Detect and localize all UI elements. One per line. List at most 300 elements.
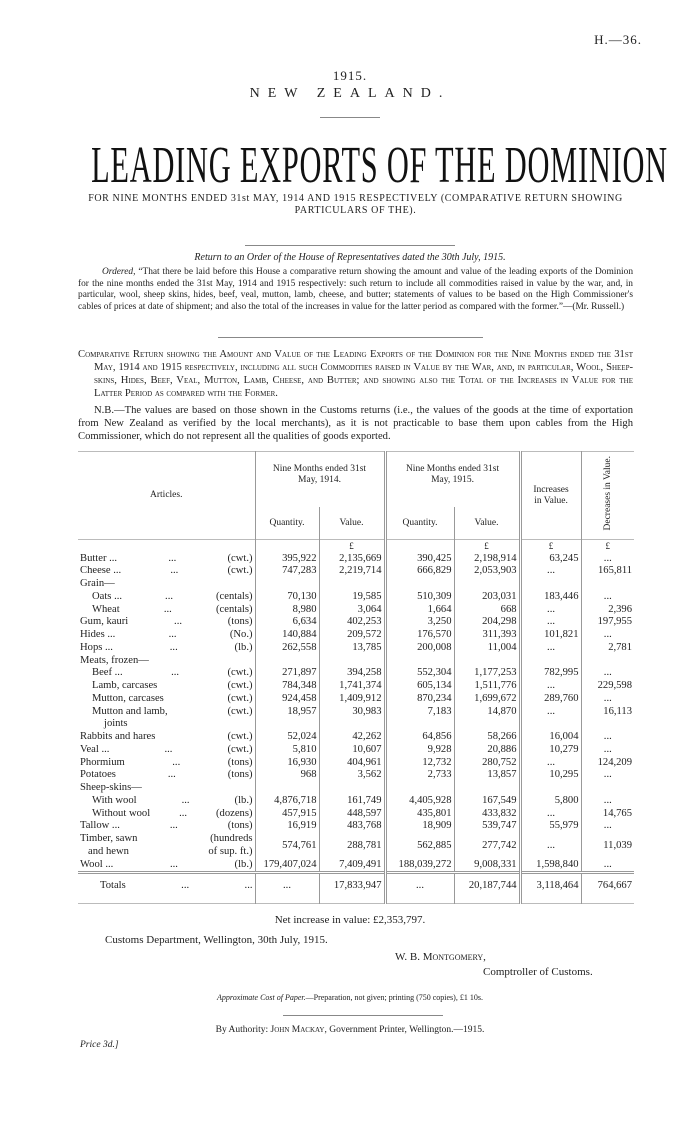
table-row [78,591,634,604]
article-name: Veal ... [80,743,110,755]
article-line [80,591,253,604]
value-1915: 1,511,776 [454,680,520,693]
article-cell [78,859,255,873]
article-unit: (tons) [227,616,253,628]
leader-dots: ... [181,794,190,806]
article-cell [78,655,255,668]
article-line [80,565,253,578]
article-unit: (cwt.) [227,705,253,717]
table-row [78,604,634,617]
currency-label: £ [581,539,634,552]
increase-value: ... [520,757,581,770]
table-row [78,565,634,578]
leader-dots: ... [174,616,182,628]
article-line [80,795,253,808]
value-1914: 2,135,669 [319,553,385,566]
empty-cell [454,655,520,668]
increase-value: 1,598,840 [520,859,581,873]
article-name: Rabbits and hares [80,731,156,743]
article-name-cont: joints [104,718,128,730]
article-line [80,706,253,719]
decrease-value: ... [581,693,634,706]
page-subtitle: FOR NINE MONTHS ENDED 31st MAY, 1914 AND 1915 RESPECTIVELY (COMPARATIVE RETURN SHOWING PARTICULARS OF THE). [88,193,623,216]
leader-dots: ... [172,756,181,768]
value-1914: 10,607 [319,744,385,757]
quantity-1914: 16,919 [255,820,319,833]
value-1914: 161,749 [319,795,385,808]
article-cell [78,731,255,744]
table-row [78,553,634,566]
decrease-value: 16,113 [581,706,634,732]
leader-dots: ... [168,629,177,641]
value-1915: 167,549 [454,795,520,808]
increase-value: 5,800 [520,795,581,808]
increase-value: 183,446 [520,591,581,604]
header-quantity-1914: Quantity. [255,507,319,539]
article-line [80,680,253,693]
currency-label: £ [520,539,581,552]
totals-decrease-value: 764,667 [581,873,634,904]
article-line [80,616,253,629]
leader-dots: ... [171,667,180,679]
article-line [80,629,253,642]
article-line [80,667,253,680]
value-1915: 11,004 [454,642,520,655]
order-title: Return to an Order of the House of Representatives dated the 30th July, 1915. [194,252,506,263]
leader-dots [164,693,228,706]
empty-cell [454,782,520,795]
value-1915: 2,198,914 [454,553,520,566]
article-line [80,693,253,706]
totals-increase-value: 3,118,464 [520,873,581,904]
article-line-2 [80,846,253,859]
decrease-value: ... [581,769,634,782]
value-1915: 204,298 [454,616,520,629]
value-1914: 394,258 [319,667,385,680]
table-row [78,769,634,782]
article-line [80,820,253,833]
article-unit: (centals) [216,603,253,615]
table-row [78,693,634,706]
header-period-1914: Nine Months ended 31st May, 1914. [255,452,385,507]
customs-department-date: Customs Department, Wellington, 30th July, 1915. [105,934,328,947]
decrease-value: ... [581,859,634,873]
article-name: Lamb, carcases [92,680,158,692]
article-line [80,744,253,757]
return-description: Comparative Return showing the Amount and Value of the Leading Exports of the Dominion for the Nine Months ended the 31st May, 1914 and 1915 respectively, including all such Commodities raised in Value by the War, and, in particular, Wool, Sheep-skins, Hides, Beef, Veal, Mutton, Lamb, Cheese, and Butter; and showing also the Total of the Increases in Value for the Latter Period as compared with the Former. [78,349,633,399]
article-line [80,833,253,846]
increase-value: ... [520,706,581,732]
quantity-1914: 18,957 [255,706,319,732]
increase-value: ... [520,680,581,693]
header-increases: Increases in Value. [520,452,581,539]
increase-value: ... [520,642,581,655]
divider [320,117,380,118]
value-1914: 42,262 [319,731,385,744]
article-name: Timber, sawn [80,833,138,845]
table-row [78,859,634,873]
header-decreases: Decreases in Value. [602,456,613,531]
table-row [78,680,634,693]
increase-value: 16,004 [520,731,581,744]
totals-row [78,873,634,904]
increase-value: 10,295 [520,769,581,782]
quantity-1915: 2,733 [385,769,454,782]
decrease-value: 124,209 [581,757,634,770]
value-1915: 203,031 [454,591,520,604]
article-name: Phormium [80,756,125,768]
value-1915: 668 [454,604,520,617]
article-unit: (lb.) [234,641,253,653]
cost-of-paper [0,993,700,1003]
article-unit: (cwt.) [227,565,253,577]
value-1915: 1,699,672 [454,693,520,706]
article-name: Mutton and lamb, [92,705,168,717]
value-1914: 3,064 [319,604,385,617]
increase-value: ... [520,604,581,617]
article-cell [78,706,255,732]
article-unit: (cwt.) [227,731,253,743]
article-name: Hops ... [80,641,113,653]
group-label: Sheep-skins— [80,782,142,794]
article-unit: (tons) [227,820,253,832]
totals-value-1914: 17,833,947 [319,873,385,904]
table-row [78,744,634,757]
leader-dots: ... [169,641,178,653]
article-unit: (lb.) [234,794,253,806]
article-cell [78,757,255,770]
quantity-1915: 605,134 [385,680,454,693]
empty-cell [385,578,454,591]
value-1914: 1,741,374 [319,680,385,693]
empty-cell [255,655,319,668]
nota-bene: N.B.—The values are based on those shown in the Customs returns (i.e., the values of the goods at the time of exportation from New Zealand as verified by the local merchants), as it is not practicable to base them upon cables from the High Commissioner, which do not represent all the qualities of goods exported. [78,405,633,442]
article-cell [78,604,255,617]
quantity-1914: 784,348 [255,680,319,693]
page-title: LEADING EXPORTS OF THE DOMINION [91,135,668,194]
decrease-value: ... [581,553,634,566]
empty-cell [520,655,581,668]
exports-table [78,451,634,904]
empty-cell [385,782,454,795]
table-row [78,706,634,732]
signer-title: Comptroller of Customs. [483,966,593,979]
table-row [78,833,634,859]
empty-cell [319,782,385,795]
value-1915: 433,832 [454,808,520,821]
quantity-1915: 64,856 [385,731,454,744]
totals-label-cell [78,873,255,904]
header-quantity-1915: Quantity. [385,507,454,539]
article-unit: (cwt.) [227,743,253,755]
quantity-1914: 924,458 [255,693,319,706]
leader-dots: ... [181,880,190,892]
value-1914: 30,983 [319,706,385,732]
divider [245,245,455,246]
leader-dots: ... [167,769,176,781]
quantity-1915: 18,909 [385,820,454,833]
totals-value-1915: 20,187,744 [454,873,520,904]
empty-cell [581,578,634,591]
empty-cell [255,782,319,795]
decrease-value: 229,598 [581,680,634,693]
increase-value: ... [520,808,581,821]
article-name: Wool ... [80,858,114,870]
signer-name: W. B. Montgomery, [395,951,486,964]
value-1914: 483,768 [319,820,385,833]
header-articles: Articles. [150,490,183,501]
quantity-1914: 271,897 [255,667,319,680]
leader-dots: ... [169,820,178,832]
leader-dots: ... [179,807,188,819]
article-unit: (hundreds [210,833,253,845]
table-row [78,731,634,744]
decrease-value: 197,955 [581,616,634,629]
leader-dots: ... [165,590,173,602]
quantity-1915: 188,039,272 [385,859,454,873]
table-row [78,667,634,680]
table-row [78,629,634,642]
article-line [80,769,253,782]
article-unit: (tons) [227,756,253,768]
value-1915: 1,177,253 [454,667,520,680]
article-name: Beef ... [92,667,123,679]
quantity-1915: 7,183 [385,706,454,732]
quantity-1914: 70,130 [255,591,319,604]
decrease-value: 14,765 [581,808,634,821]
quantity-1914: 179,407,024 [255,859,319,873]
decrease-value: 11,039 [581,833,634,859]
quantity-1914: 4,876,718 [255,795,319,808]
quantity-1914: 574,761 [255,833,319,859]
document-year: 1915. [332,68,368,83]
empty-cell [520,782,581,795]
table-group-heading [78,782,634,795]
decrease-value: ... [581,667,634,680]
article-name: Tallow ... [80,820,120,832]
article-cell [78,782,255,795]
quantity-1914: 968 [255,769,319,782]
table-row [78,616,634,629]
value-1914: 402,253 [319,616,385,629]
decrease-value: ... [581,820,634,833]
value-1915: 277,742 [454,833,520,859]
value-1915: 20,886 [454,744,520,757]
table-row [78,757,634,770]
value-1915: 13,857 [454,769,520,782]
article-line [80,731,253,744]
quantity-1914: 457,915 [255,808,319,821]
table-row [78,820,634,833]
article-name: Without wool [92,807,151,819]
article-cell [78,795,255,808]
article-unit: (tons) [227,769,253,781]
value-1914: 19,585 [319,591,385,604]
quantity-1914: 5,810 [255,744,319,757]
leader-dots: ... [168,552,177,564]
currency-label: £ [454,539,520,552]
decrease-value: ... [581,795,634,808]
article-cell [78,744,255,757]
article-cell [78,820,255,833]
article-unit-cont: of sup. ft.) [208,845,253,857]
decrease-value: 165,811 [581,565,634,578]
empty-cell [581,782,634,795]
article-line [80,757,253,770]
article-name: With wool [92,794,137,806]
cost-text: —Preparation, not given; printing (750 copies), £1 10s. [305,993,483,1003]
value-1915: 14,870 [454,706,520,732]
article-cell [78,591,255,604]
article-unit: (cwt.) [227,667,253,679]
empty-cell [319,578,385,591]
article-name: Wheat [92,603,120,615]
quantity-1915: 870,234 [385,693,454,706]
increase-value: 289,760 [520,693,581,706]
group-label: Grain— [80,578,115,590]
quantity-1914: 16,930 [255,757,319,770]
table-group-heading [78,655,634,668]
article-unit: (cwt.) [227,680,253,692]
decrease-value: ... [581,629,634,642]
divider [283,1015,443,1016]
authority-rest: Government Printer, Wellington.—1915. [329,1025,485,1036]
decrease-value: ... [581,591,634,604]
leader-dots: ... [163,603,172,615]
quantity-1915: 9,928 [385,744,454,757]
article-cell [78,667,255,680]
country-heading: NEW ZEALAND. [249,86,451,101]
article-name: Potatoes [80,769,116,781]
article-line [80,553,253,566]
article-cell [78,578,255,591]
empty-cell [319,655,385,668]
divider [218,337,483,338]
currency-label: £ [319,539,385,552]
quantity-1915: 666,829 [385,565,454,578]
increase-value: 55,979 [520,820,581,833]
quantity-1915: 12,732 [385,757,454,770]
decrease-value: 2,781 [581,642,634,655]
increase-value: 782,995 [520,667,581,680]
article-name: Gum, kauri [80,616,129,628]
decrease-value: ... [581,731,634,744]
value-1914: 7,409,491 [319,859,385,873]
quantity-1914: 262,558 [255,642,319,655]
article-unit: (centals) [216,590,253,602]
order-paragraph [78,267,633,313]
article-cell [78,565,255,578]
value-1915: 311,393 [454,629,520,642]
totals-line [100,880,253,893]
article-cell [78,642,255,655]
value-1914: 1,409,912 [319,693,385,706]
article-cell [78,693,255,706]
printer-name: John Mackay, [270,1025,327,1036]
leader-dots [168,706,228,719]
totals-quantity-1915: ... [385,873,454,904]
leader-dots: ... [244,880,253,892]
quantity-1914: 395,922 [255,553,319,566]
ordered-label: Ordered, [102,267,136,277]
authority-prefix: By Authority: [215,1025,269,1036]
empty-cell [454,578,520,591]
value-1915: 9,008,331 [454,859,520,873]
article-line-2 [80,718,253,731]
ordered-text: “That there be laid before this House a comparative return showing the amount and value of the leading exports of the Dominion for the nine months ended the 31st May, 1914 and 1915 respectively: such return to include all commodities raised in value by the war, and, in particular, wool, sheep skins, hides, beef, veal, mutton, lamb, cheese, and butter; statements of values to be based on the High Commissioner's cables of prices at date of shipment; and also the total of the increases in value for the latter period as compared with the former.”—(Mr. Russell.) [78,267,634,312]
document-reference: H.—36. [594,32,642,47]
article-name: Mutton, carcases [92,692,164,704]
empty-cell [255,578,319,591]
quantity-1915: 390,425 [385,553,454,566]
table-row [78,808,634,821]
leader-dots [155,731,227,744]
quantity-1915: 200,008 [385,642,454,655]
quantity-1915: 176,570 [385,629,454,642]
value-1915: 539,747 [454,820,520,833]
article-line [80,859,253,872]
increase-value: 101,821 [520,629,581,642]
value-1915: 58,266 [454,731,520,744]
article-cell [78,680,255,693]
increase-value: ... [520,833,581,859]
price: Price 3d.] [80,1040,119,1051]
empty-cell [385,655,454,668]
article-line [80,604,253,617]
article-line [80,808,253,821]
quantity-1915: 4,405,928 [385,795,454,808]
article-unit: (cwt.) [227,552,253,564]
header-value-1914: Value. [319,507,385,539]
value-1915: 2,053,903 [454,565,520,578]
quantity-1914: 8,980 [255,604,319,617]
net-increase: Net increase in value: £2,353,797. [274,914,426,927]
table-group-heading [78,578,634,591]
article-cell [78,769,255,782]
value-1915: 280,752 [454,757,520,770]
article-unit: (dozens) [216,807,253,819]
quantity-1915: 3,250 [385,616,454,629]
article-line [80,642,253,655]
value-1914: 404,961 [319,757,385,770]
table-row [78,795,634,808]
increase-value: ... [520,616,581,629]
group-label: Meats, frozen— [80,654,149,666]
totals-label: Totals [100,880,126,892]
decrease-value: ... [581,744,634,757]
article-name: Hides ... [80,629,116,641]
quantity-1914: 140,884 [255,629,319,642]
article-cell [78,616,255,629]
article-name: Cheese ... [80,565,122,577]
table-row [78,642,634,655]
increase-value: 10,279 [520,744,581,757]
quantity-1915: 552,304 [385,667,454,680]
leader-dots: ... [164,743,173,755]
quantity-1914: 747,283 [255,565,319,578]
article-unit: (lb.) [234,858,253,870]
empty-cell [581,655,634,668]
quantity-1915: 510,309 [385,591,454,604]
header-period-1915: Nine Months ended 31st May, 1915. [385,452,520,507]
leader-dots: ... [170,565,179,577]
value-1914: 448,597 [319,808,385,821]
article-name-cont: and hewn [88,845,129,857]
quantity-1914: 6,634 [255,616,319,629]
totals-quantity-1914: ... [255,873,319,904]
article-cell [78,553,255,566]
value-1914: 13,785 [319,642,385,655]
